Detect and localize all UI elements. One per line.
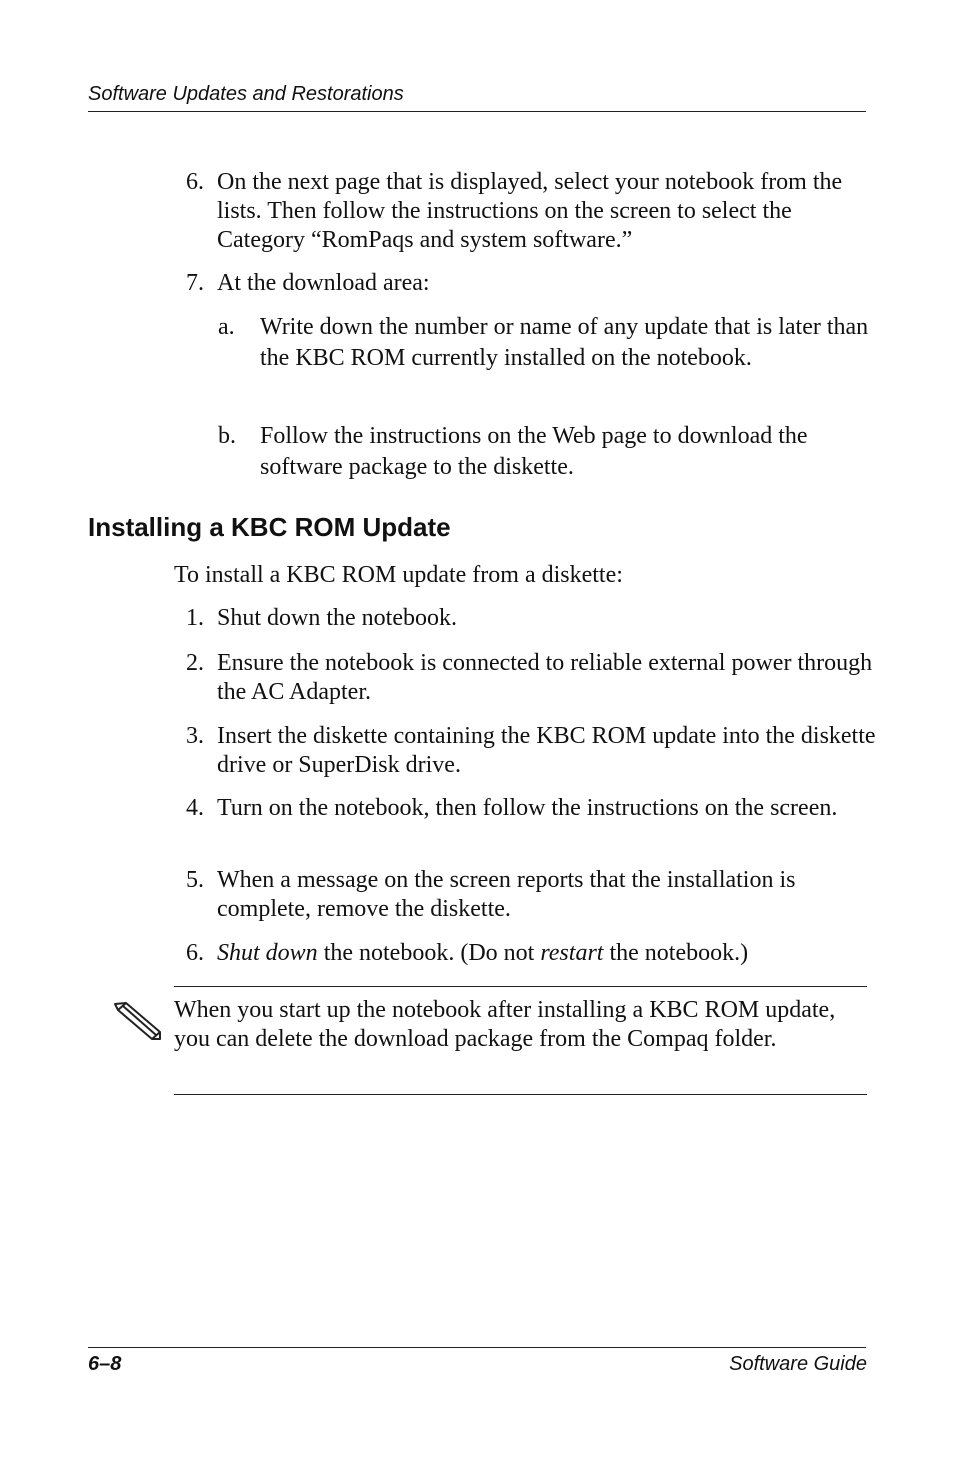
substep-letter: b. — [218, 423, 236, 449]
step-text-part: the notebook.) — [603, 940, 749, 966]
list-item — [186, 794, 876, 823]
step-text — [217, 939, 876, 968]
section-intro: To install a KBC ROM update from a diskette: — [174, 562, 623, 588]
step-number: 6. — [186, 169, 204, 195]
substep-text: Write down the number or name of any update that is later than the KBC ROM currently installed on the notebook. — [260, 314, 869, 371]
list-item — [186, 649, 876, 707]
page-number: 6–8 — [88, 1353, 122, 1375]
emphasis-shut-down: Shut down — [217, 940, 318, 966]
note-rule-top — [174, 986, 867, 987]
step-number: 5. — [186, 867, 204, 893]
list-item — [186, 866, 876, 924]
pencil-note-icon — [112, 1000, 164, 1040]
substep-letter: a. — [218, 314, 235, 340]
step-number: 4. — [186, 795, 204, 821]
step-number: 7. — [186, 270, 204, 296]
note-rule-bottom — [174, 1094, 867, 1095]
step-text: When a message on the screen reports that the installation is complete, remove the diskette. — [217, 867, 796, 922]
step-text: Insert the diskette containing the KBC ROM update into the diskette drive or SuperDisk drive. — [217, 723, 876, 778]
step-text: At the download area: — [217, 270, 430, 296]
substep-text: Follow the instructions on the Web page to download the software package to the diskette. — [260, 423, 808, 480]
step-number: 6. — [186, 940, 204, 966]
step-number: 3. — [186, 723, 204, 749]
list-item — [186, 168, 876, 255]
step-text-part: the notebook. (Do not — [317, 940, 541, 966]
step-text: Turn on the notebook, then follow the instructions on the screen. — [217, 795, 838, 821]
note-text: When you start up the notebook after installing a KBC ROM update, you can delete the download package from the Compaq folder. — [174, 997, 836, 1052]
section-heading: Installing a KBC ROM Update — [88, 512, 451, 542]
step-text: Shut down the notebook. — [217, 605, 457, 631]
emphasis-restart: restart — [540, 940, 604, 966]
list-item — [218, 312, 878, 374]
footer-rule — [88, 1347, 866, 1348]
step-number: 1. — [186, 605, 204, 631]
list-item — [218, 421, 878, 483]
list-item — [186, 939, 876, 968]
step-number: 2. — [186, 650, 204, 676]
header-rule — [88, 111, 866, 112]
book-title: Software Guide — [729, 1353, 867, 1375]
step-text: Ensure the notebook is connected to reliable external power through the AC Adapter. — [217, 650, 873, 705]
list-item — [186, 269, 876, 298]
running-head: Software Updates and Restorations — [88, 83, 404, 105]
list-item — [186, 722, 876, 780]
step-text: On the next page that is displayed, select your notebook from the lists. Then follow the instructions on the screen to select the Category “RomPaqs and system software.” — [217, 169, 843, 253]
list-item — [186, 604, 876, 633]
